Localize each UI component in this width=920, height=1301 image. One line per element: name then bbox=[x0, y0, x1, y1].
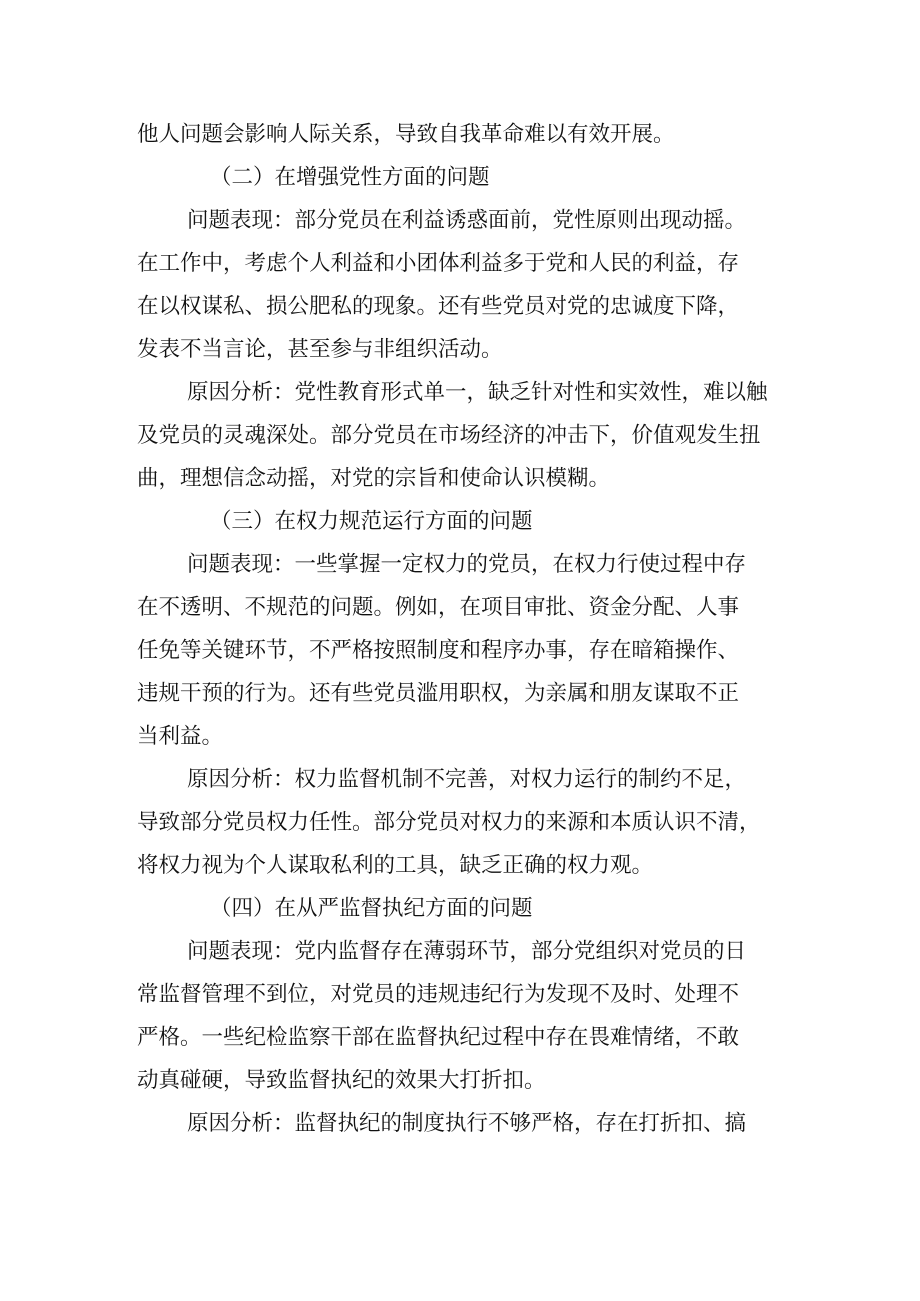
paragraph-line: 在以权谋私、损公肥私的现象。还有些党员对党的忠诚度下降， bbox=[137, 294, 740, 319]
paragraph-line: 导致部分党员权力任性。部分党员对权力的来源和本质认识不清， bbox=[137, 810, 761, 835]
paragraph-line: 原因分析：权力监督机制不完善，对权力运行的制约不足， bbox=[187, 767, 747, 792]
paragraph-line: 他人问题会影响人际关系，导致自我革命难以有效开展。 bbox=[137, 122, 675, 147]
paragraph-line: 违规干预的行为。还有些党员滥用职权，为亲属和朋友谋取不正 bbox=[137, 681, 740, 706]
paragraph-line: 在不透明、不规范的问题。例如，在项目审批、资金分配、人事 bbox=[137, 595, 740, 620]
paragraph-line: 问题表现：一些掌握一定权力的党员，在权力行使过程中存 bbox=[187, 552, 747, 577]
paragraph-line: 将权力视为个人谋取私利的工具，缺乏正确的权力观。 bbox=[137, 853, 654, 878]
section-heading-3: （三）在权力规范运行方面的问题 bbox=[210, 509, 533, 534]
paragraph-line: 曲，理想信念动摇，对党的宗旨和使命认识模糊。 bbox=[137, 466, 611, 491]
paragraph-line: 任免等关键环节，不严格按照制度和程序办事，存在暗箱操作、 bbox=[137, 638, 740, 663]
section-heading-2: （二）在增强党性方面的问题 bbox=[210, 165, 490, 190]
section-heading-4: （四）在从严监督执纪方面的问题 bbox=[210, 896, 533, 921]
paragraph-line: 严格。一些纪检监察干部在监督执纪过程中存在畏难情绪，不敢 bbox=[137, 1025, 740, 1050]
paragraph-line: 常监督管理不到位，对党员的违规违纪行为发现不及时、处理不 bbox=[137, 982, 740, 1007]
paragraph-line: 问题表现：党内监督存在薄弱环节，部分党组织对党员的日 bbox=[187, 939, 747, 964]
paragraph-line: 在工作中，考虑个人利益和小团体利益多于党和人民的利益，存 bbox=[137, 251, 740, 276]
paragraph-line: 发表不当言论，甚至参与非组织活动。 bbox=[137, 337, 503, 362]
paragraph-line: 原因分析：党性教育形式单一，缺乏针对性和实效性，难以触 bbox=[187, 380, 768, 405]
paragraph-line: 动真碰硬，导致监督执纪的效果大打折扣。 bbox=[137, 1068, 546, 1093]
paragraph-line: 当利益。 bbox=[137, 724, 224, 749]
paragraph-line: 及党员的灵魂深处。部分党员在市场经济的冲击下，价值观发生扭 bbox=[137, 423, 761, 448]
paragraph-line: 问题表现：部分党员在利益诱惑面前，党性原则出现动摇。 bbox=[187, 208, 747, 233]
paragraph-line: 原因分析：监督执纪的制度执行不够严格，存在打折扣、搞 bbox=[187, 1111, 747, 1136]
